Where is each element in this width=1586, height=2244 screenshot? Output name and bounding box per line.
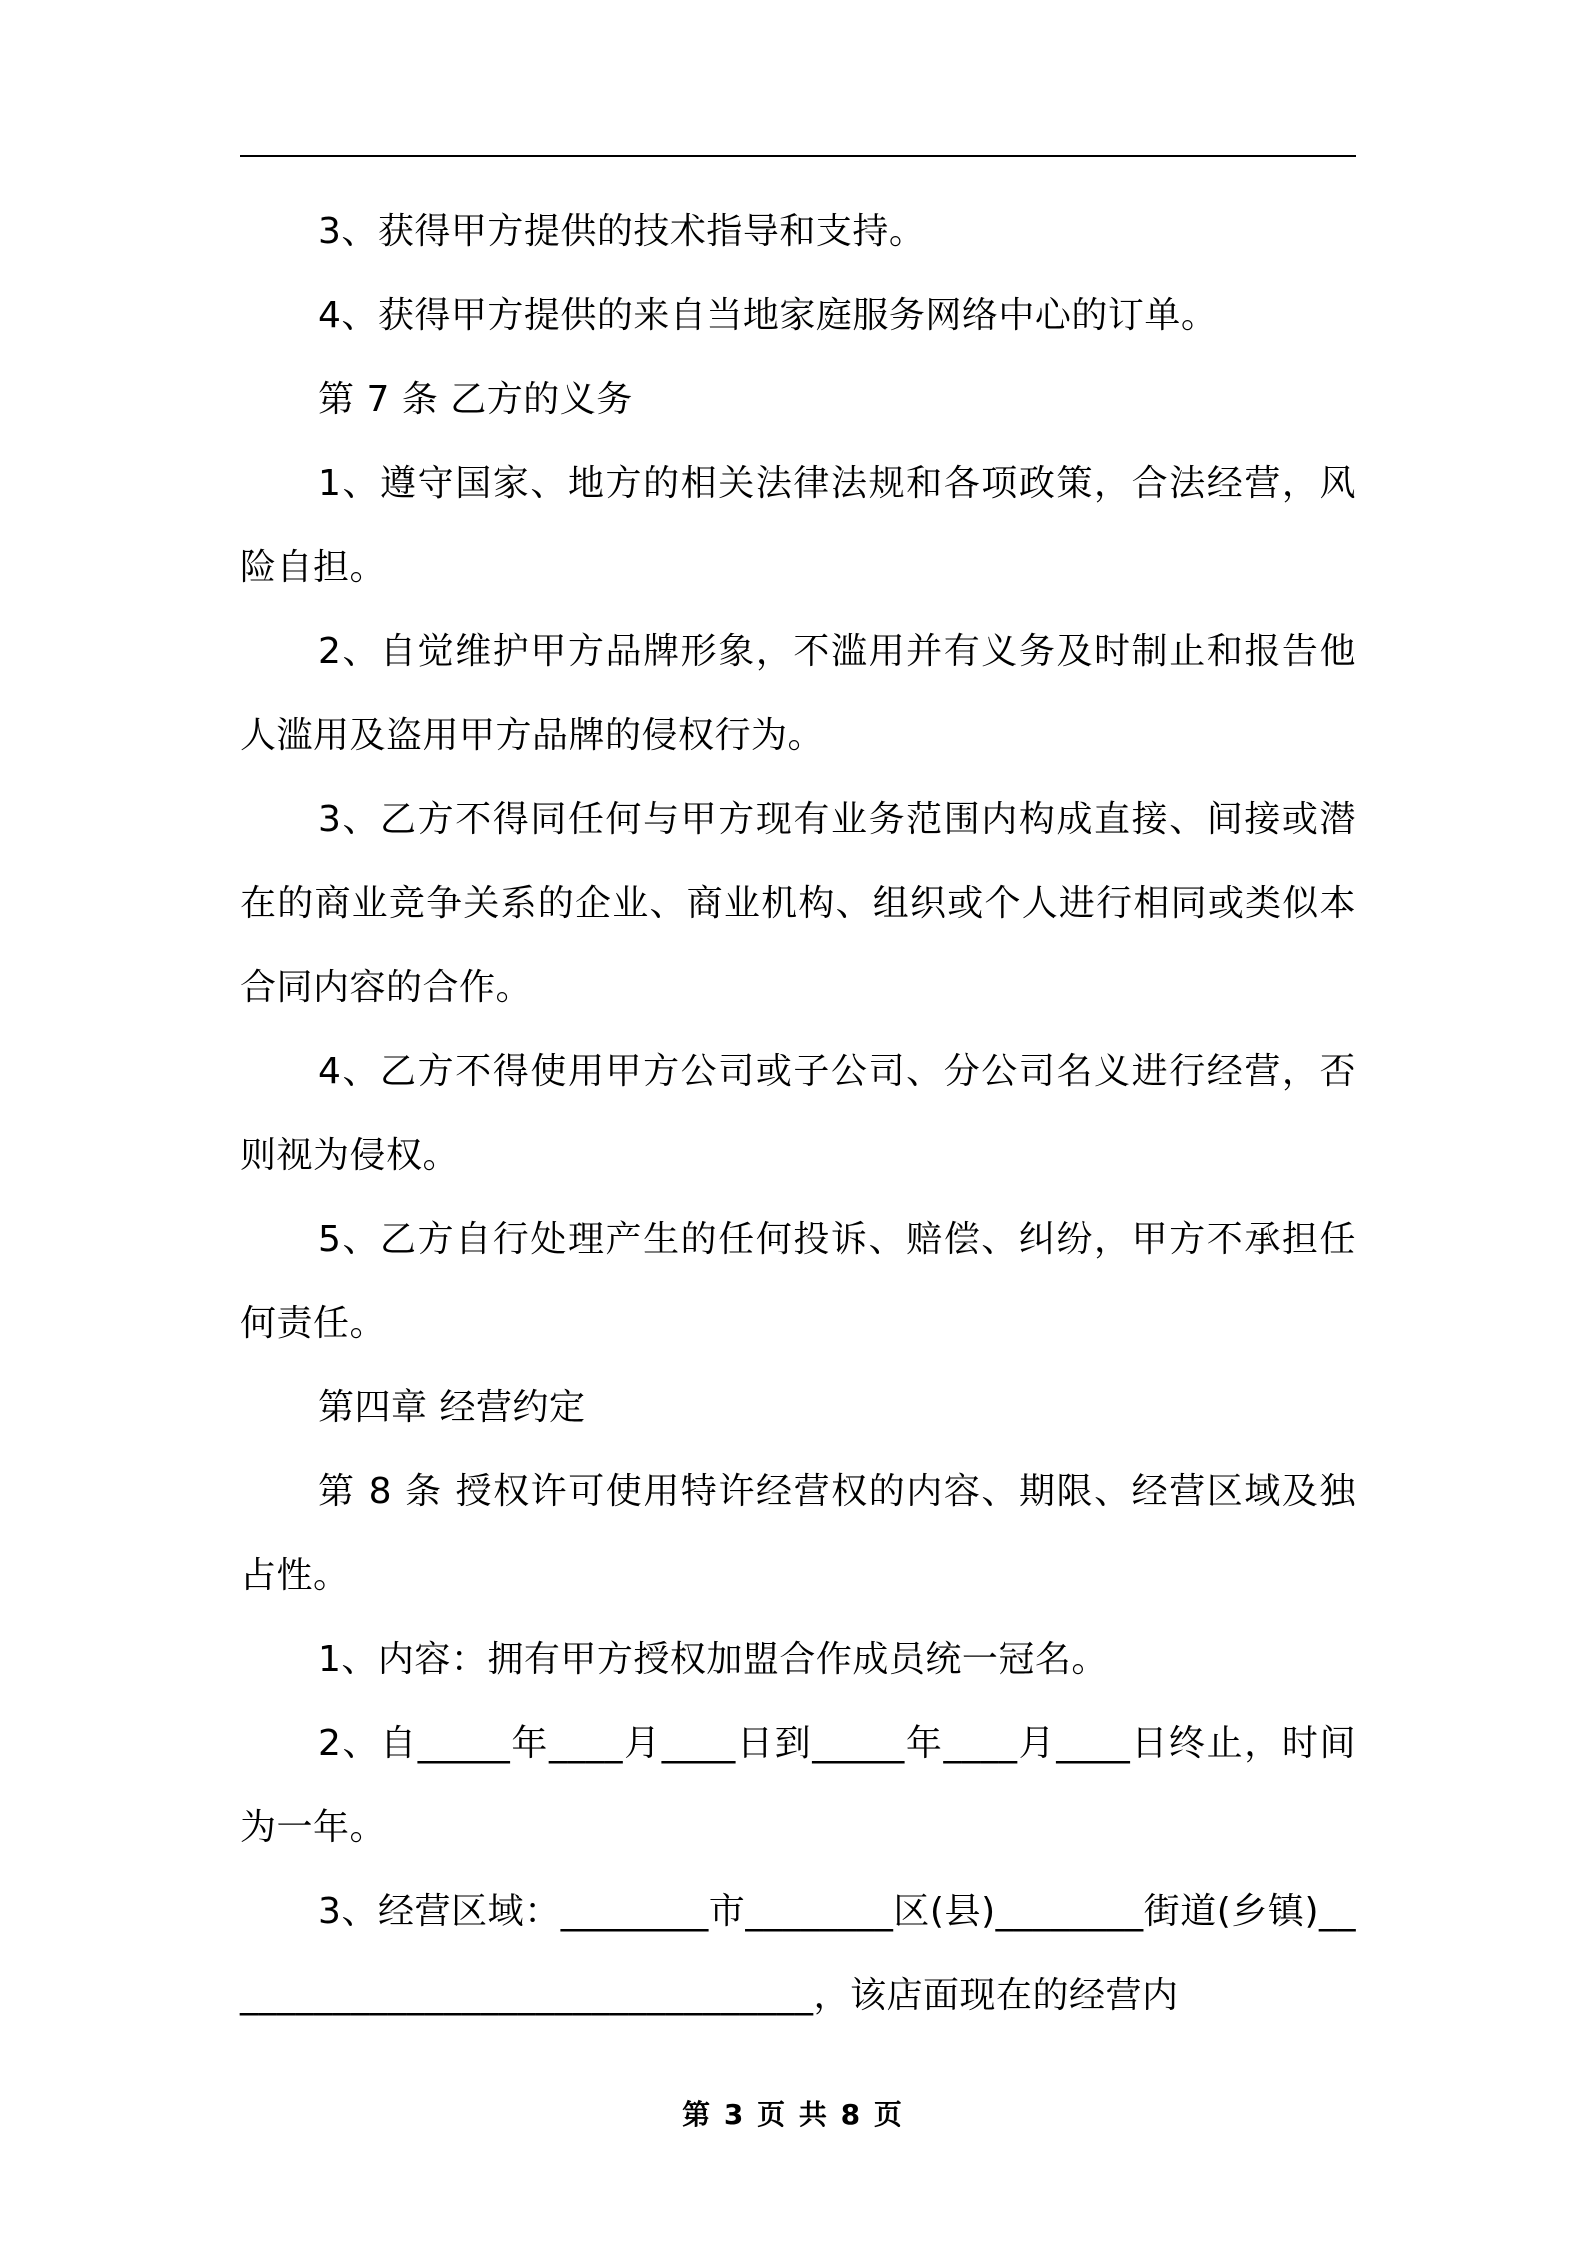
paragraph-right-4: 4、获得甲方提供的来自当地家庭服务网络中心的订单。 bbox=[318, 295, 1218, 336]
article-7-heading: 第 7 条 乙方的义务 bbox=[318, 379, 633, 420]
article-8-heading: 第 8 条 授权许可使用特许经营权的内容、期限、经营区域及独占性。 bbox=[240, 1471, 1356, 1596]
paragraph-obligation-3: 3、乙方不得同任何与甲方现有业务范围内构成直接、间接或潜在的商业竞争关系的企业、商业机构、组织或个人进行相同或类似本合同内容的合作。 bbox=[240, 799, 1356, 1008]
paragraph-right-3: 3、获得甲方提供的技术指导和支持。 bbox=[318, 211, 926, 252]
paragraph-obligation-1: 1、遵守国家、地方的相关法律法规和各项政策，合法经营，风险自担。 bbox=[240, 463, 1356, 588]
document-body bbox=[240, 190, 1356, 2038]
paragraph-term: 2、自_____年____月____日到_____年____月____日终止，时间为一年。 bbox=[240, 1723, 1356, 1848]
paragraph-obligation-5: 5、乙方自行处理产生的任何投诉、赔偿、纠纷，甲方不承担任何责任。 bbox=[240, 1219, 1356, 1344]
header-rule bbox=[240, 155, 1356, 157]
paragraph-content: 1、内容：拥有甲方授权加盟合作成员统一冠名。 bbox=[318, 1639, 1108, 1680]
paragraph-obligation-4: 4、乙方不得使用甲方公司或子公司、分公司名义进行经营，否则视为侵权。 bbox=[240, 1051, 1356, 1176]
chapter-4-heading: 第四章 经营约定 bbox=[318, 1387, 586, 1428]
paragraph-region: 3、经营区域：________市________区(县)________街道(乡镇)_________________________________，该店面现在的经营内 bbox=[240, 1891, 1356, 2016]
paragraph-obligation-2: 2、自觉维护甲方品牌形象，不滥用并有义务及时制止和报告他人滥用及盗用甲方品牌的侵权行为。 bbox=[240, 631, 1356, 756]
page-number-footer: 第 3 页 共 8 页 bbox=[682, 2098, 904, 2131]
